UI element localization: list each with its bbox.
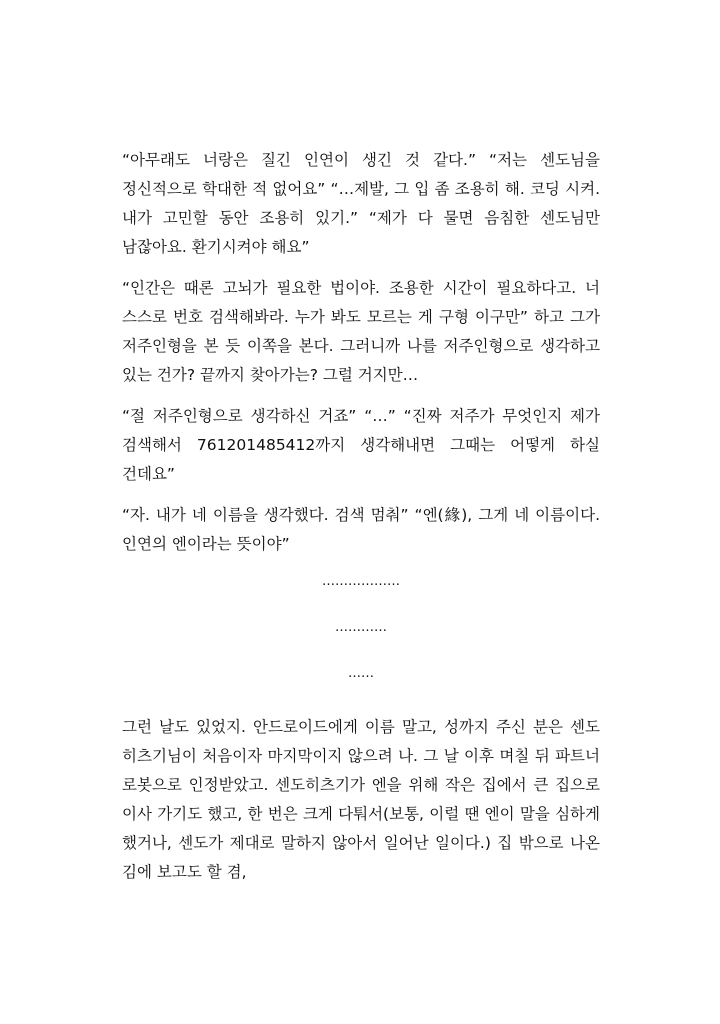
paragraph-3: “절 저주인형으로 생각하신 거죠” “…” “진짜 저주가 무엇인지 제가 검색해서 761201485412까지 생각해내면 그때는 어떻게 하실 건데요”: [122, 407, 600, 483]
document-page: [122, 146, 600, 899]
closing-paragraph: 그런 날도 있었지. 안드로이드에게 이름 말고, 성까지 주신 분은 센도 히츠기님이 처음이자 마지막이지 않으려 나. 그 날 이후 며칠 뒤 파트너 로봇으로 인정받았고. 센도히츠기가 엔을 위해 작은 집에서 큰 집으로 이사 가기도 했고, 한 번은 크게 다퉈서(보통, 이럴 땐 엔이 말을 심하게 했거나, 센도가 제대로 말하지 않아서 일어난 일이다.) 집 밖으로 나온 김에 보고도 할 겸,: [122, 718, 600, 881]
separator-medium: …………: [335, 620, 387, 635]
paragraph-4: “자. 내가 네 이름을 생각했다. 검색 멈춰” “엔(緣), 그게 네 이름이다. 인연의 엔이라는 뜻이야”: [122, 506, 600, 553]
separator-short: ……: [348, 666, 374, 681]
separator-long: ………………: [322, 574, 400, 589]
paragraph-1: “아무래도 너랑은 질긴 인연이 생긴 것 같다.” “저는 센도님을 정신적으로 학대한 적 없어요” “…제발, 그 입 좀 조용히 해. 코딩 시켜. 내가 고민할 동안 조용히 있기.” “제가 다 물면 음침한 센도님만 남잖아요. 환기시켜야 해요”: [122, 151, 600, 256]
paragraph-2: “인간은 때론 고뇌가 필요한 법이야. 조용한 시간이 필요하다고. 너 스스로 번호 검색해봐라. 누가 봐도 모르는 게 구형 이구만” 하고 그가 저주인형을 본 듯 이쪽을 본다. 그러니까 나를 저주인형으로 생각하고 있는 건가? 끝까지 찾아가는? 그럴 거지만…: [122, 279, 600, 384]
